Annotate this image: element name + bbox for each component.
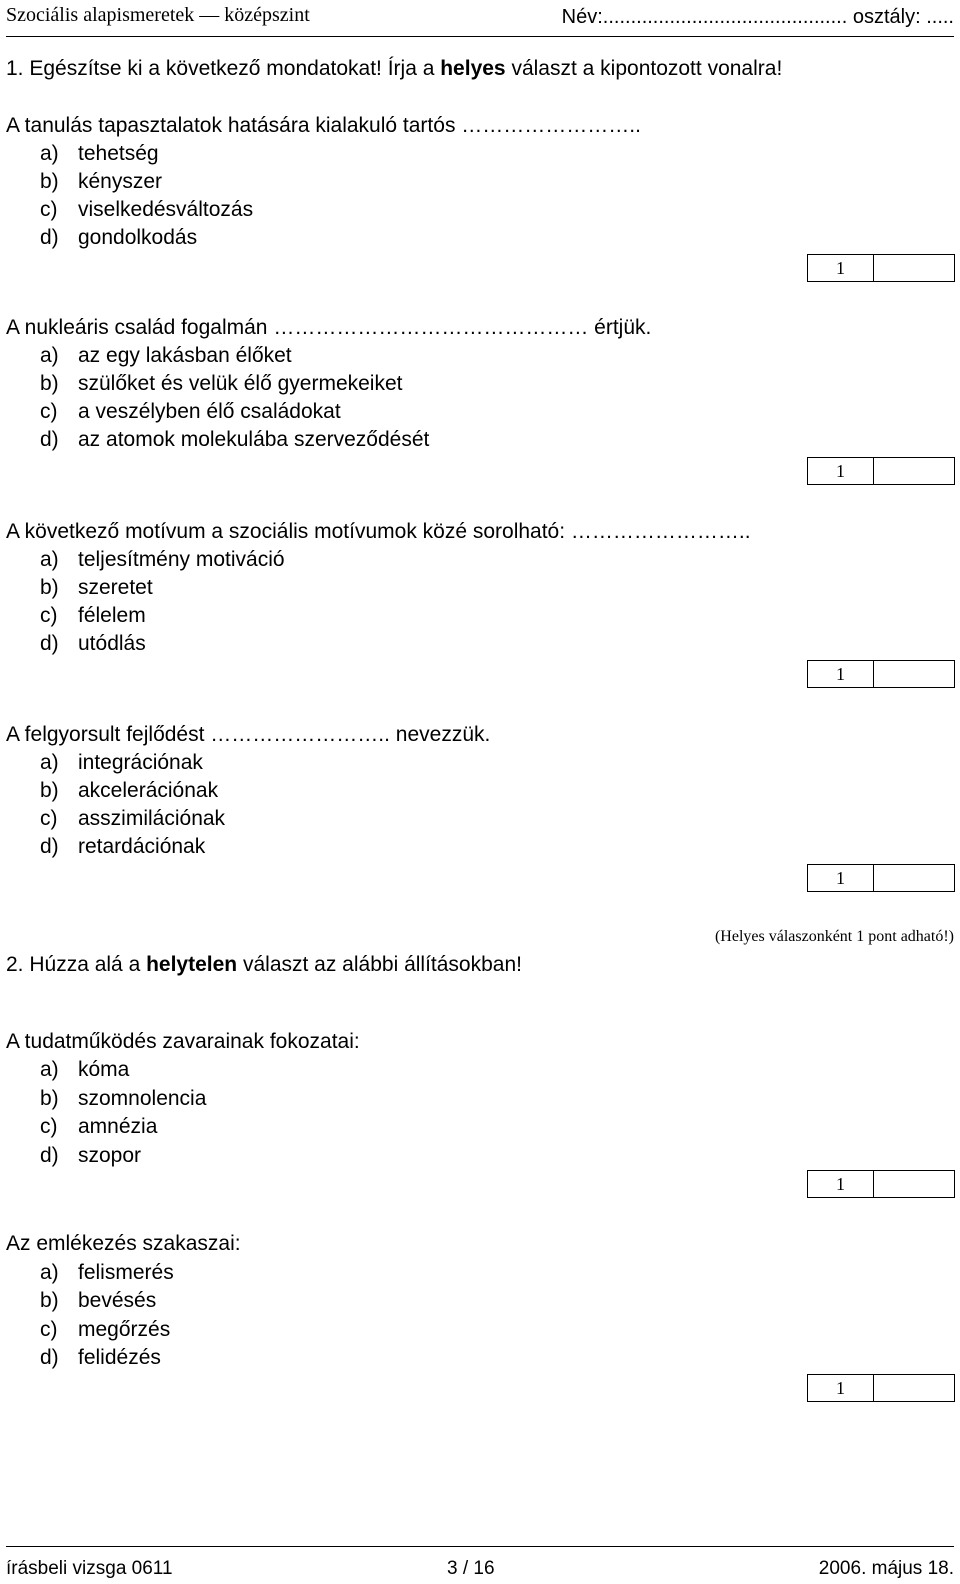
score-blank[interactable] (874, 865, 954, 891)
option-item[interactable]: d) felidézés (40, 1346, 161, 1369)
scoring-note: (Helyes válaszonként 1 pont adható!) (714, 928, 954, 945)
score-box (807, 254, 955, 282)
option-item: c) viselkedésváltozás (40, 198, 254, 221)
option-item: b) szülőket és velük élő gyermekeiket (40, 372, 403, 395)
task1-instruction: 1. Egészítse ki a következő mondatokat! Írja a helyes választ a kipontozott vonalra! (6, 57, 783, 80)
option-item: b) szeretet (40, 576, 153, 599)
score-blank[interactable] (874, 1171, 954, 1197)
footer-exam: írásbeli vizsga 0611 (6, 1558, 173, 1579)
question-prompt: A tanulás tapasztalatok hatására kialakuló tartós …………………….. (6, 114, 641, 137)
score-blank[interactable] (874, 1375, 954, 1401)
score-points: 1 (808, 865, 874, 891)
score-points: 1 (808, 255, 874, 281)
option-item: d) az atomok molekulába szerveződését (40, 428, 430, 451)
question-prompt: A nukleáris család fogalmán ……………………………………… értjük. (6, 316, 652, 339)
question-prompt: Az emlékezés szakaszai: (6, 1232, 241, 1255)
score-points: 1 (808, 458, 874, 484)
option-item: c) a veszélyben élő családokat (40, 400, 341, 423)
score-points: 1 (808, 661, 874, 687)
score-points: 1 (808, 1171, 874, 1197)
score-box (807, 660, 955, 688)
footer-page-number: 3 / 16 (447, 1558, 495, 1579)
name-class-field: Név:............................................ osztály: ..... (561, 6, 954, 28)
question-prompt: A következő motívum a szociális motívumok közé sorolható: …………………….. (6, 520, 751, 543)
option-item: d) retardációnak (40, 835, 206, 858)
score-box (807, 1374, 955, 1402)
option-item: d) utódlás (40, 632, 146, 655)
option-item[interactable]: c) amnézia (40, 1115, 158, 1138)
score-points: 1 (808, 1375, 874, 1401)
option-item: c) asszimilációnak (40, 807, 226, 830)
option-item: a) integrációnak (40, 751, 203, 774)
footer-divider (6, 1546, 954, 1547)
score-box (807, 457, 955, 485)
option-item: a) tehetség (40, 142, 159, 165)
option-item: a) az egy lakásban élőket (40, 344, 292, 367)
question-prompt: A tudatműködés zavarainak fokozatai: (6, 1030, 360, 1053)
option-item[interactable]: c) megőrzés (40, 1318, 171, 1341)
question-prompt: A felgyorsult fejlődést …………………….. nevezzük. (6, 723, 491, 746)
option-item: b) akcelerációnak (40, 779, 219, 802)
option-item[interactable]: b) szomnolencia (40, 1087, 207, 1110)
score-box (807, 1170, 955, 1198)
score-blank[interactable] (874, 661, 954, 687)
option-item[interactable]: b) bevésés (40, 1289, 157, 1312)
option-item[interactable]: a) felismerés (40, 1261, 174, 1284)
score-blank[interactable] (874, 255, 954, 281)
option-item: c) félelem (40, 604, 146, 627)
subject-title: Szociális alapismeretek — középszint (6, 4, 310, 26)
page-header (6, 0, 954, 37)
option-item[interactable]: d) szopor (40, 1144, 142, 1167)
task2-instruction: 2. Húzza alá a helytelen választ az alábbi állításokban! (6, 953, 522, 976)
option-item: a) teljesítmény motiváció (40, 548, 285, 571)
footer-date: 2006. május 18. (818, 1558, 954, 1579)
option-item[interactable]: a) kóma (40, 1058, 130, 1081)
score-blank[interactable] (874, 458, 954, 484)
option-item: b) kényszer (40, 170, 163, 193)
score-box (807, 864, 955, 892)
option-item: d) gondolkodás (40, 226, 198, 249)
